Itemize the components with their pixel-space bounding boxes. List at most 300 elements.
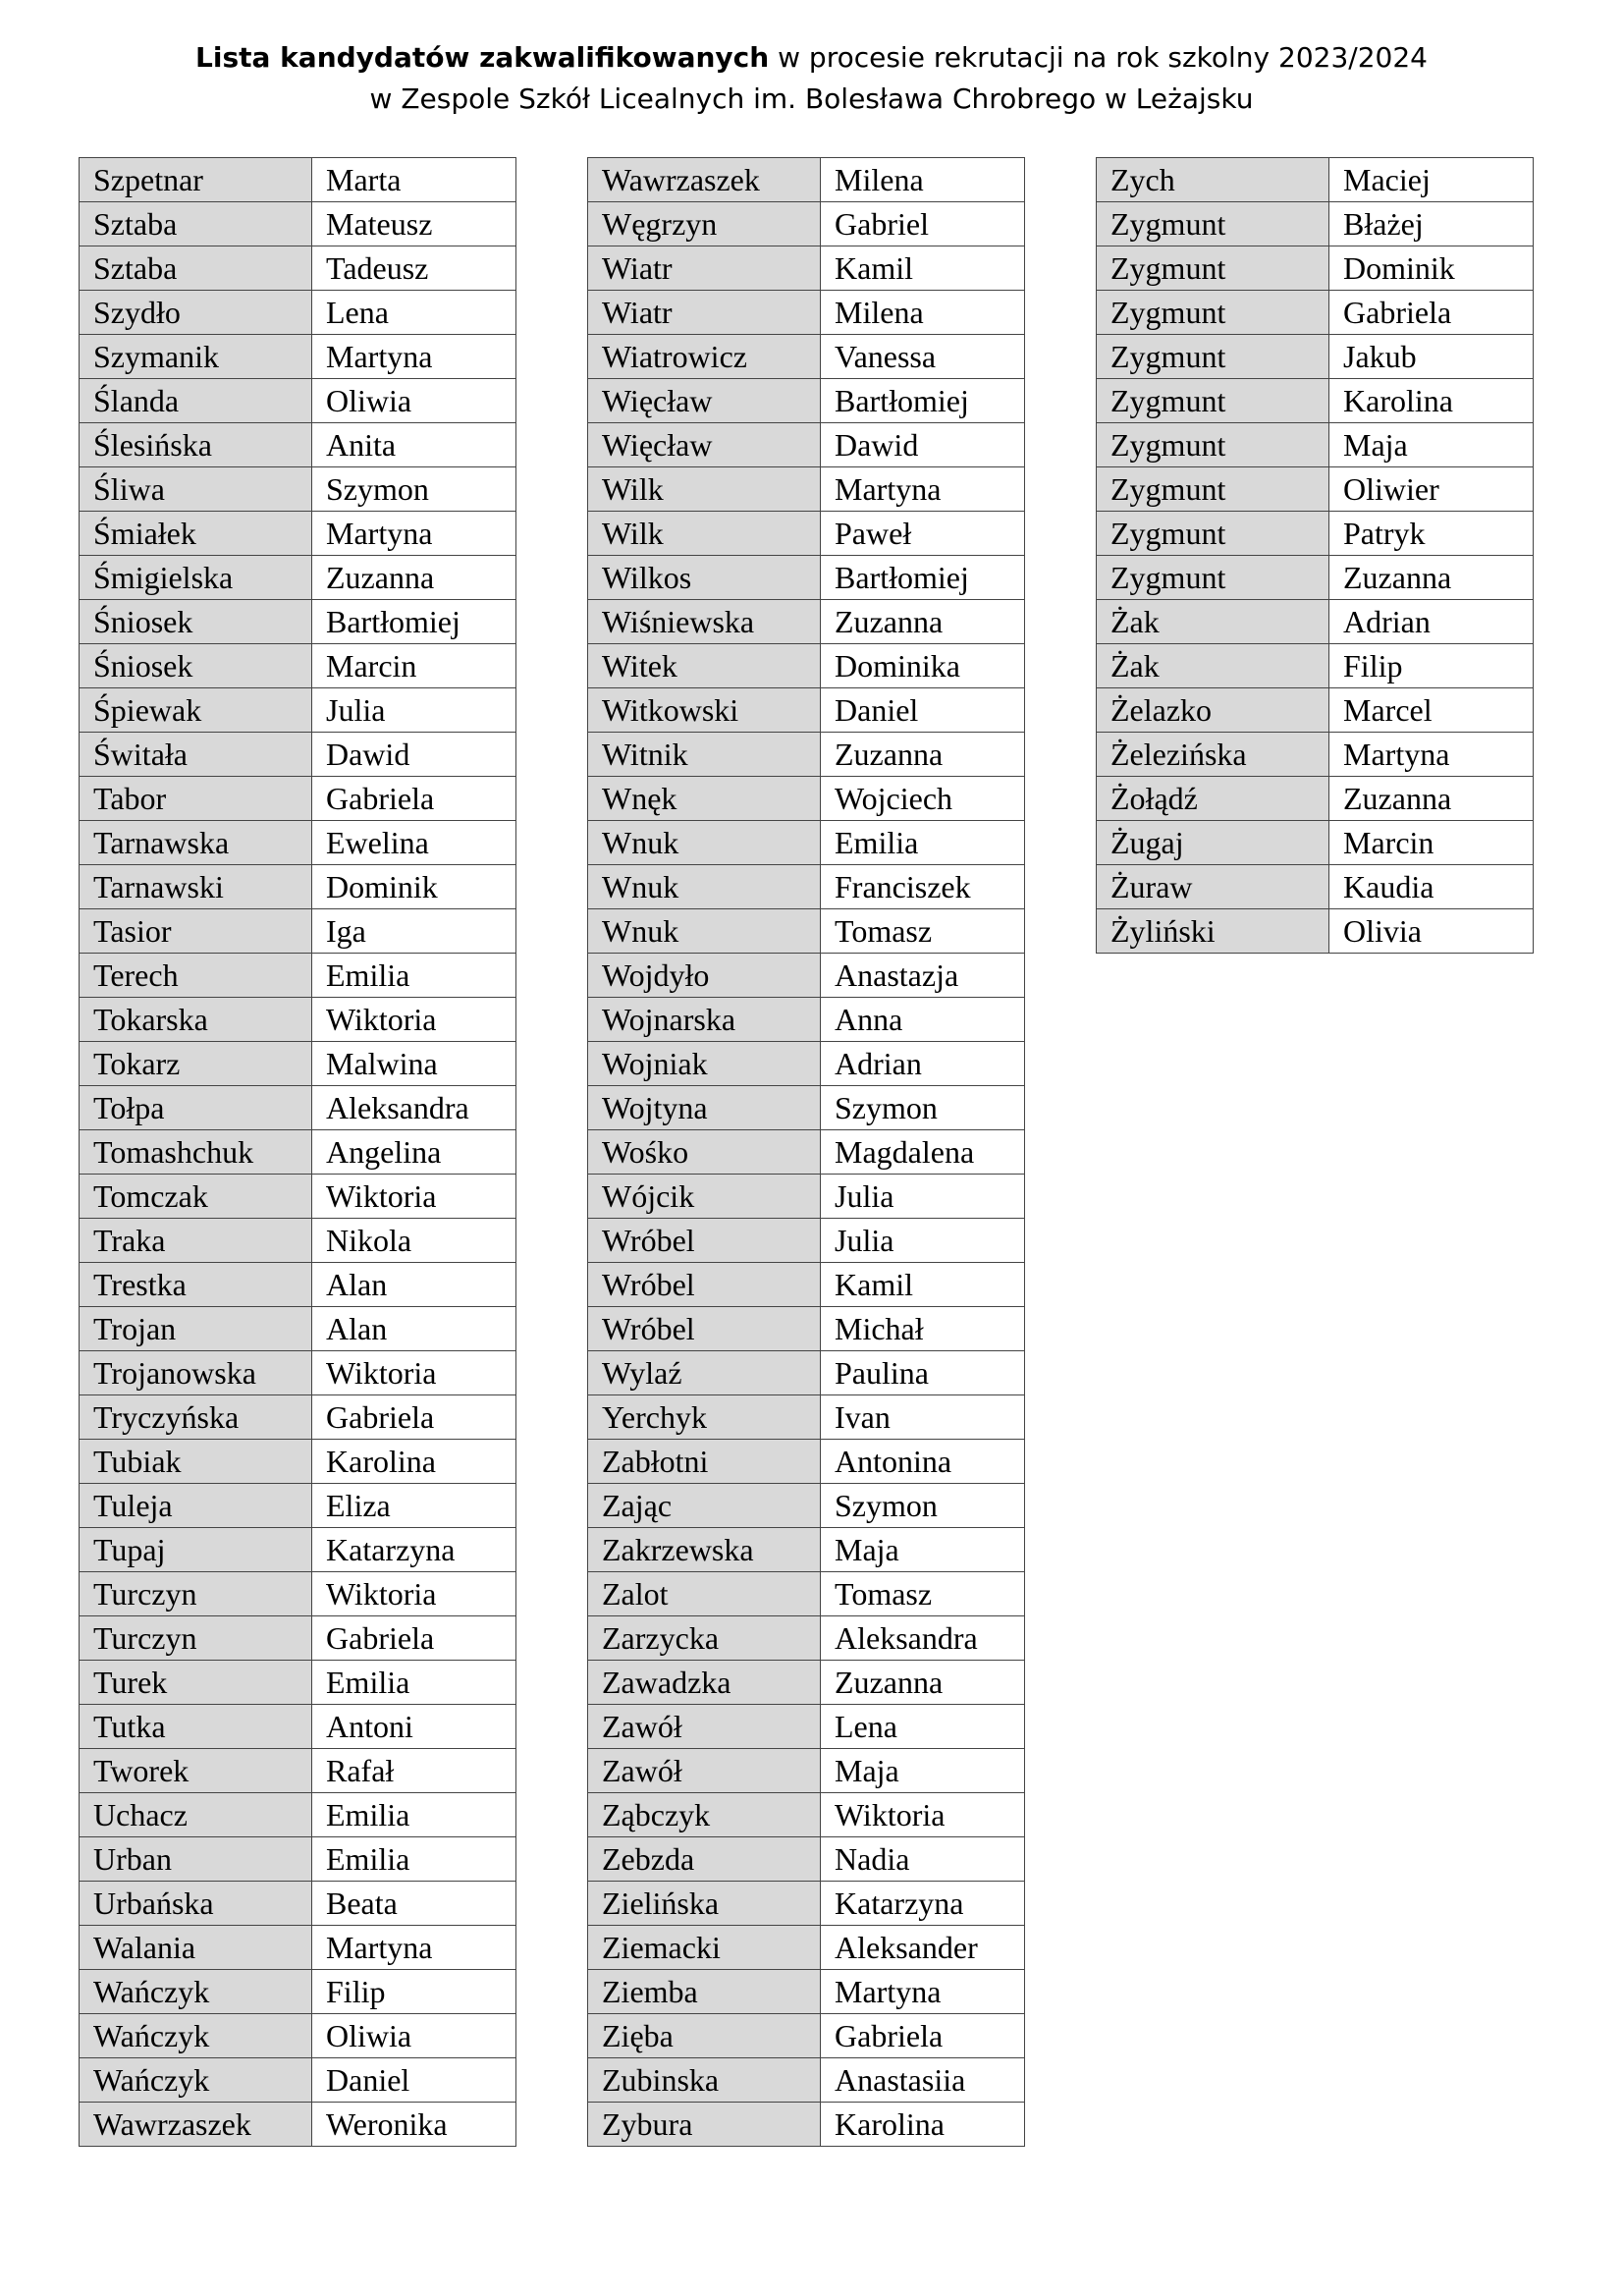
surname-cell: Turczyn (80, 1572, 312, 1616)
table-row (80, 1086, 516, 1130)
surname-cell: Tasior (80, 909, 312, 954)
firstname-cell: Daniel (312, 2058, 516, 2103)
firstname-cell: Michał (821, 1307, 1025, 1351)
table-row (80, 688, 516, 733)
firstname-cell: Aleksander (821, 1926, 1025, 1970)
surname-cell: Zielińska (588, 1882, 821, 1926)
table-row (588, 1351, 1025, 1395)
firstname-cell: Bartłomiej (821, 556, 1025, 600)
table-row (588, 467, 1025, 512)
firstname-cell: Mateusz (312, 202, 516, 246)
surname-cell: Wawrzaszek (80, 2103, 312, 2147)
firstname-cell: Martyna (312, 1926, 516, 1970)
surname-cell: Żyliński (1097, 909, 1329, 954)
firstname-cell: Wiktoria (821, 1793, 1025, 1837)
firstname-cell: Tomasz (821, 1572, 1025, 1616)
surname-cell: Tutka (80, 1705, 312, 1749)
table-row (80, 1528, 516, 1572)
table-row (588, 1219, 1025, 1263)
firstname-cell: Dawid (312, 733, 516, 777)
surname-cell: Wróbel (588, 1307, 821, 1351)
surname-cell: Zebzda (588, 1837, 821, 1882)
surname-cell: Tryczyńska (80, 1395, 312, 1440)
surname-cell: Żak (1097, 600, 1329, 644)
surname-cell: Zawół (588, 1749, 821, 1793)
firstname-cell: Paweł (821, 512, 1025, 556)
page-title (0, 37, 1623, 79)
firstname-cell: Szymon (312, 467, 516, 512)
surname-cell: Żołądź (1097, 777, 1329, 821)
surname-cell: Ziemacki (588, 1926, 821, 1970)
table-row (588, 2058, 1025, 2103)
firstname-cell: Marta (312, 158, 516, 202)
surname-cell: Ząbczyk (588, 1793, 821, 1837)
firstname-cell: Antonina (821, 1440, 1025, 1484)
firstname-cell: Wojciech (821, 777, 1025, 821)
table-row (80, 1970, 516, 2014)
table-row (588, 158, 1025, 202)
surname-cell: Wilkos (588, 556, 821, 600)
table-row (80, 1926, 516, 1970)
table-row (1097, 202, 1534, 246)
firstname-cell: Tomasz (821, 909, 1025, 954)
firstname-cell: Szymon (821, 1086, 1025, 1130)
surname-cell: Tubiak (80, 1440, 312, 1484)
surname-cell: Tokarska (80, 998, 312, 1042)
table-row (588, 1263, 1025, 1307)
firstname-cell: Zuzanna (821, 733, 1025, 777)
firstname-cell: Marcin (1329, 821, 1534, 865)
surname-cell: Śpiewak (80, 688, 312, 733)
table-row (1097, 512, 1534, 556)
surname-cell: Zięba (588, 2014, 821, 2058)
surname-cell: Węgrzyn (588, 202, 821, 246)
table-row (80, 909, 516, 954)
firstname-cell: Weronika (312, 2103, 516, 2147)
firstname-cell: Wiktoria (312, 1572, 516, 1616)
table-row (80, 1572, 516, 1616)
table-row (588, 1749, 1025, 1793)
firstname-cell: Zuzanna (1329, 777, 1534, 821)
firstname-cell: Daniel (821, 688, 1025, 733)
firstname-cell: Magdalena (821, 1130, 1025, 1175)
table-row (588, 1307, 1025, 1351)
firstname-cell: Angelina (312, 1130, 516, 1175)
table-row (80, 1219, 516, 1263)
firstname-cell: Eliza (312, 1484, 516, 1528)
surname-cell: Śniosek (80, 644, 312, 688)
surname-cell: Świtała (80, 733, 312, 777)
table-row (80, 1705, 516, 1749)
firstname-cell: Kamil (821, 246, 1025, 291)
firstname-cell: Dominika (821, 644, 1025, 688)
firstname-cell: Maja (1329, 423, 1534, 467)
surname-cell: Zygmunt (1097, 202, 1329, 246)
firstname-cell: Zuzanna (821, 1661, 1025, 1705)
firstname-cell: Oliwier (1329, 467, 1534, 512)
surname-cell: Żugaj (1097, 821, 1329, 865)
firstname-cell: Patryk (1329, 512, 1534, 556)
surname-cell: Wilk (588, 512, 821, 556)
table-row (1097, 733, 1534, 777)
surname-cell: Wawrzaszek (588, 158, 821, 202)
firstname-cell: Julia (821, 1219, 1025, 1263)
surname-cell: Tabor (80, 777, 312, 821)
table-row (588, 379, 1025, 423)
surname-cell: Śliwa (80, 467, 312, 512)
firstname-cell: Olivia (1329, 909, 1534, 954)
table-row (80, 1616, 516, 1661)
table-row (588, 246, 1025, 291)
table-row (588, 600, 1025, 644)
table-row (1097, 335, 1534, 379)
surname-cell: Wnuk (588, 909, 821, 954)
surname-cell: Walania (80, 1926, 312, 1970)
table-row (80, 2103, 516, 2147)
table-row (80, 600, 516, 644)
firstname-cell: Maja (821, 1749, 1025, 1793)
firstname-cell: Rafał (312, 1749, 516, 1793)
firstname-cell: Martyna (821, 467, 1025, 512)
table-row (588, 1926, 1025, 1970)
firstname-cell: Emilia (312, 1793, 516, 1837)
firstname-cell: Adrian (1329, 600, 1534, 644)
table-row (80, 202, 516, 246)
surname-cell: Witkowski (588, 688, 821, 733)
firstname-cell: Alan (312, 1307, 516, 1351)
candidates-table-2 (587, 157, 1025, 2147)
surname-cell: Śmiałek (80, 512, 312, 556)
firstname-cell: Gabriela (312, 1616, 516, 1661)
table-row (80, 1130, 516, 1175)
surname-cell: Zygmunt (1097, 512, 1329, 556)
surname-cell: Ślanda (80, 379, 312, 423)
firstname-cell: Milena (821, 158, 1025, 202)
table-row (80, 865, 516, 909)
table-row (80, 1307, 516, 1351)
table-row (588, 909, 1025, 954)
surname-cell: Szydło (80, 291, 312, 335)
table-row (588, 1572, 1025, 1616)
surname-cell: Zygmunt (1097, 556, 1329, 600)
firstname-cell: Alan (312, 1263, 516, 1307)
surname-cell: Wośko (588, 1130, 821, 1175)
table-row (1097, 644, 1534, 688)
firstname-cell: Ivan (821, 1395, 1025, 1440)
surname-cell: Wnuk (588, 821, 821, 865)
table-row (588, 777, 1025, 821)
table-row (588, 1793, 1025, 1837)
surname-cell: Turczyn (80, 1616, 312, 1661)
table-row (588, 954, 1025, 998)
table-row (588, 1484, 1025, 1528)
surname-cell: Zakrzewska (588, 1528, 821, 1572)
firstname-cell: Emilia (821, 821, 1025, 865)
table-row (1097, 688, 1534, 733)
table-row (80, 556, 516, 600)
table-row (80, 158, 516, 202)
firstname-cell: Lena (312, 291, 516, 335)
firstname-cell: Milena (821, 291, 1025, 335)
firstname-cell: Oliwia (312, 2014, 516, 2058)
firstname-cell: Karolina (1329, 379, 1534, 423)
surname-cell: Wróbel (588, 1219, 821, 1263)
surname-cell: Zarzycka (588, 1616, 821, 1661)
firstname-cell: Marcel (1329, 688, 1534, 733)
surname-cell: Wańczyk (80, 2058, 312, 2103)
table-row (588, 2103, 1025, 2147)
firstname-cell: Maja (821, 1528, 1025, 1572)
firstname-cell: Karolina (821, 2103, 1025, 2147)
firstname-cell: Wiktoria (312, 998, 516, 1042)
firstname-cell: Iga (312, 909, 516, 954)
table-row (1097, 600, 1534, 644)
table-row (588, 821, 1025, 865)
firstname-cell: Błażej (1329, 202, 1534, 246)
firstname-cell: Anna (821, 998, 1025, 1042)
firstname-cell: Kamil (821, 1263, 1025, 1307)
firstname-cell: Aleksandra (821, 1616, 1025, 1661)
table-row (588, 335, 1025, 379)
table-row (80, 1661, 516, 1705)
table-row (1097, 865, 1534, 909)
firstname-cell: Gabriela (821, 2014, 1025, 2058)
table-row (588, 423, 1025, 467)
table-row (1097, 379, 1534, 423)
surname-cell: Żuraw (1097, 865, 1329, 909)
table-row (588, 556, 1025, 600)
surname-cell: Zając (588, 1484, 821, 1528)
firstname-cell: Anita (312, 423, 516, 467)
firstname-cell: Gabriel (821, 202, 1025, 246)
surname-cell: Wróbel (588, 1263, 821, 1307)
firstname-cell: Gabriela (312, 1395, 516, 1440)
table-row (80, 1882, 516, 1926)
surname-cell: Zygmunt (1097, 291, 1329, 335)
surname-cell: Trojanowska (80, 1351, 312, 1395)
surname-cell: Trestka (80, 1263, 312, 1307)
table-row (588, 1130, 1025, 1175)
surname-cell: Sztaba (80, 246, 312, 291)
table-row (80, 1175, 516, 1219)
surname-cell: Wnęk (588, 777, 821, 821)
table-row (80, 467, 516, 512)
table-row (588, 1395, 1025, 1440)
table-row (80, 2058, 516, 2103)
table-row (80, 1263, 516, 1307)
surname-cell: Tarnawska (80, 821, 312, 865)
table-row (80, 1837, 516, 1882)
surname-cell: Tuleja (80, 1484, 312, 1528)
surname-cell: Tworek (80, 1749, 312, 1793)
surname-cell: Wnuk (588, 865, 821, 909)
table-row (588, 1175, 1025, 1219)
surname-cell: Zubinska (588, 2058, 821, 2103)
table-row (588, 1086, 1025, 1130)
firstname-cell: Nadia (821, 1837, 1025, 1882)
page-title-bold: Lista kandydatów zakwalifikowanych (195, 41, 770, 74)
firstname-cell: Emilia (312, 1837, 516, 1882)
firstname-cell: Martyna (821, 1970, 1025, 2014)
surname-cell: Zawół (588, 1705, 821, 1749)
table-row (80, 2014, 516, 2058)
firstname-cell: Lena (821, 1705, 1025, 1749)
firstname-cell: Beata (312, 1882, 516, 1926)
firstname-cell: Adrian (821, 1042, 1025, 1086)
firstname-cell: Aleksandra (312, 1086, 516, 1130)
surname-cell: Zawadzka (588, 1661, 821, 1705)
surname-cell: Wilk (588, 467, 821, 512)
firstname-cell: Emilia (312, 1661, 516, 1705)
surname-cell: Więcław (588, 379, 821, 423)
firstname-cell: Malwina (312, 1042, 516, 1086)
table-row (80, 1042, 516, 1086)
table-row (80, 733, 516, 777)
surname-cell: Żelazko (1097, 688, 1329, 733)
surname-cell: Witek (588, 644, 821, 688)
table-row (80, 423, 516, 467)
surname-cell: Tomczak (80, 1175, 312, 1219)
table-row (80, 954, 516, 998)
table-row (588, 1042, 1025, 1086)
table-row (80, 1351, 516, 1395)
surname-cell: Zygmunt (1097, 246, 1329, 291)
page-title-rest: w procesie rekrutacji na rok szkolny 2023/2024 (769, 41, 1428, 74)
table-row (588, 1528, 1025, 1572)
surname-cell: Trojan (80, 1307, 312, 1351)
candidates-table-1 (79, 157, 516, 2147)
surname-cell: Tomashchuk (80, 1130, 312, 1175)
surname-cell: Śmigielska (80, 556, 312, 600)
table-row (80, 335, 516, 379)
firstname-cell: Anastasiia (821, 2058, 1025, 2103)
surname-cell: Śniosek (80, 600, 312, 644)
table-row (80, 1749, 516, 1793)
firstname-cell: Vanessa (821, 335, 1025, 379)
table-row (588, 644, 1025, 688)
table-row (588, 512, 1025, 556)
firstname-cell: Katarzyna (312, 1528, 516, 1572)
firstname-cell: Franciszek (821, 865, 1025, 909)
table-row (588, 1705, 1025, 1749)
table-row (1097, 909, 1534, 954)
firstname-cell: Paulina (821, 1351, 1025, 1395)
table-row (1097, 556, 1534, 600)
firstname-cell: Filip (312, 1970, 516, 2014)
firstname-cell: Julia (821, 1175, 1025, 1219)
surname-cell: Tołpa (80, 1086, 312, 1130)
firstname-cell: Wiktoria (312, 1351, 516, 1395)
surname-cell: Tokarz (80, 1042, 312, 1086)
table-row (80, 1793, 516, 1837)
surname-cell: Wiatr (588, 246, 821, 291)
table-row (80, 644, 516, 688)
surname-cell: Wańczyk (80, 1970, 312, 2014)
table-row (588, 1882, 1025, 1926)
table-row (1097, 291, 1534, 335)
table-row (588, 202, 1025, 246)
surname-cell: Żelezińska (1097, 733, 1329, 777)
table-row (588, 733, 1025, 777)
table-row (80, 379, 516, 423)
surname-cell: Wojdyło (588, 954, 821, 998)
firstname-cell: Anastazja (821, 954, 1025, 998)
surname-cell: Tarnawski (80, 865, 312, 909)
table-row (1097, 158, 1534, 202)
table-row (588, 998, 1025, 1042)
surname-cell: Wylaź (588, 1351, 821, 1395)
firstname-cell: Dominik (1329, 246, 1534, 291)
firstname-cell: Dawid (821, 423, 1025, 467)
surname-cell: Szymanik (80, 335, 312, 379)
firstname-cell: Martyna (312, 512, 516, 556)
page-subtitle: w Zespole Szkół Licealnych im. Bolesława Chrobrego w Leżajsku (369, 82, 1254, 115)
table-row (588, 1837, 1025, 1882)
table-row (80, 998, 516, 1042)
firstname-cell: Wiktoria (312, 1175, 516, 1219)
surname-cell: Wojnarska (588, 998, 821, 1042)
table-row (1097, 777, 1534, 821)
firstname-cell: Maciej (1329, 158, 1534, 202)
surname-cell: Wiatr (588, 291, 821, 335)
firstname-cell: Martyna (312, 335, 516, 379)
surname-cell: Tupaj (80, 1528, 312, 1572)
surname-cell: Traka (80, 1219, 312, 1263)
firstname-cell: Gabriela (1329, 291, 1534, 335)
firstname-cell: Zuzanna (821, 600, 1025, 644)
firstname-cell: Bartłomiej (312, 600, 516, 644)
firstname-cell: Nikola (312, 1219, 516, 1263)
firstname-cell: Katarzyna (821, 1882, 1025, 1926)
table-row (80, 1440, 516, 1484)
table-row (80, 1484, 516, 1528)
table-row (588, 2014, 1025, 2058)
surname-cell: Sztaba (80, 202, 312, 246)
table-row (588, 688, 1025, 733)
firstname-cell: Szymon (821, 1484, 1025, 1528)
surname-cell: Uchacz (80, 1793, 312, 1837)
surname-cell: Więcław (588, 423, 821, 467)
table-row (80, 777, 516, 821)
firstname-cell: Zuzanna (1329, 556, 1534, 600)
surname-cell: Witnik (588, 733, 821, 777)
surname-cell: Zalot (588, 1572, 821, 1616)
table-row (588, 1970, 1025, 2014)
firstname-cell: Emilia (312, 954, 516, 998)
surname-cell: Yerchyk (588, 1395, 821, 1440)
surname-cell: Szpetnar (80, 158, 312, 202)
firstname-cell: Karolina (312, 1440, 516, 1484)
firstname-cell: Julia (312, 688, 516, 733)
surname-cell: Wojniak (588, 1042, 821, 1086)
firstname-cell: Dominik (312, 865, 516, 909)
surname-cell: Turek (80, 1661, 312, 1705)
surname-cell: Wańczyk (80, 2014, 312, 2058)
firstname-cell: Kaudia (1329, 865, 1534, 909)
surname-cell: Ziemba (588, 1970, 821, 2014)
surname-cell: Zych (1097, 158, 1329, 202)
firstname-cell: Oliwia (312, 379, 516, 423)
table-row (80, 821, 516, 865)
surname-cell: Zygmunt (1097, 467, 1329, 512)
table-row (80, 512, 516, 556)
firstname-cell: Filip (1329, 644, 1534, 688)
table-row (80, 291, 516, 335)
table-row (1097, 821, 1534, 865)
firstname-cell: Martyna (1329, 733, 1534, 777)
table-row (80, 246, 516, 291)
table-row (588, 1440, 1025, 1484)
